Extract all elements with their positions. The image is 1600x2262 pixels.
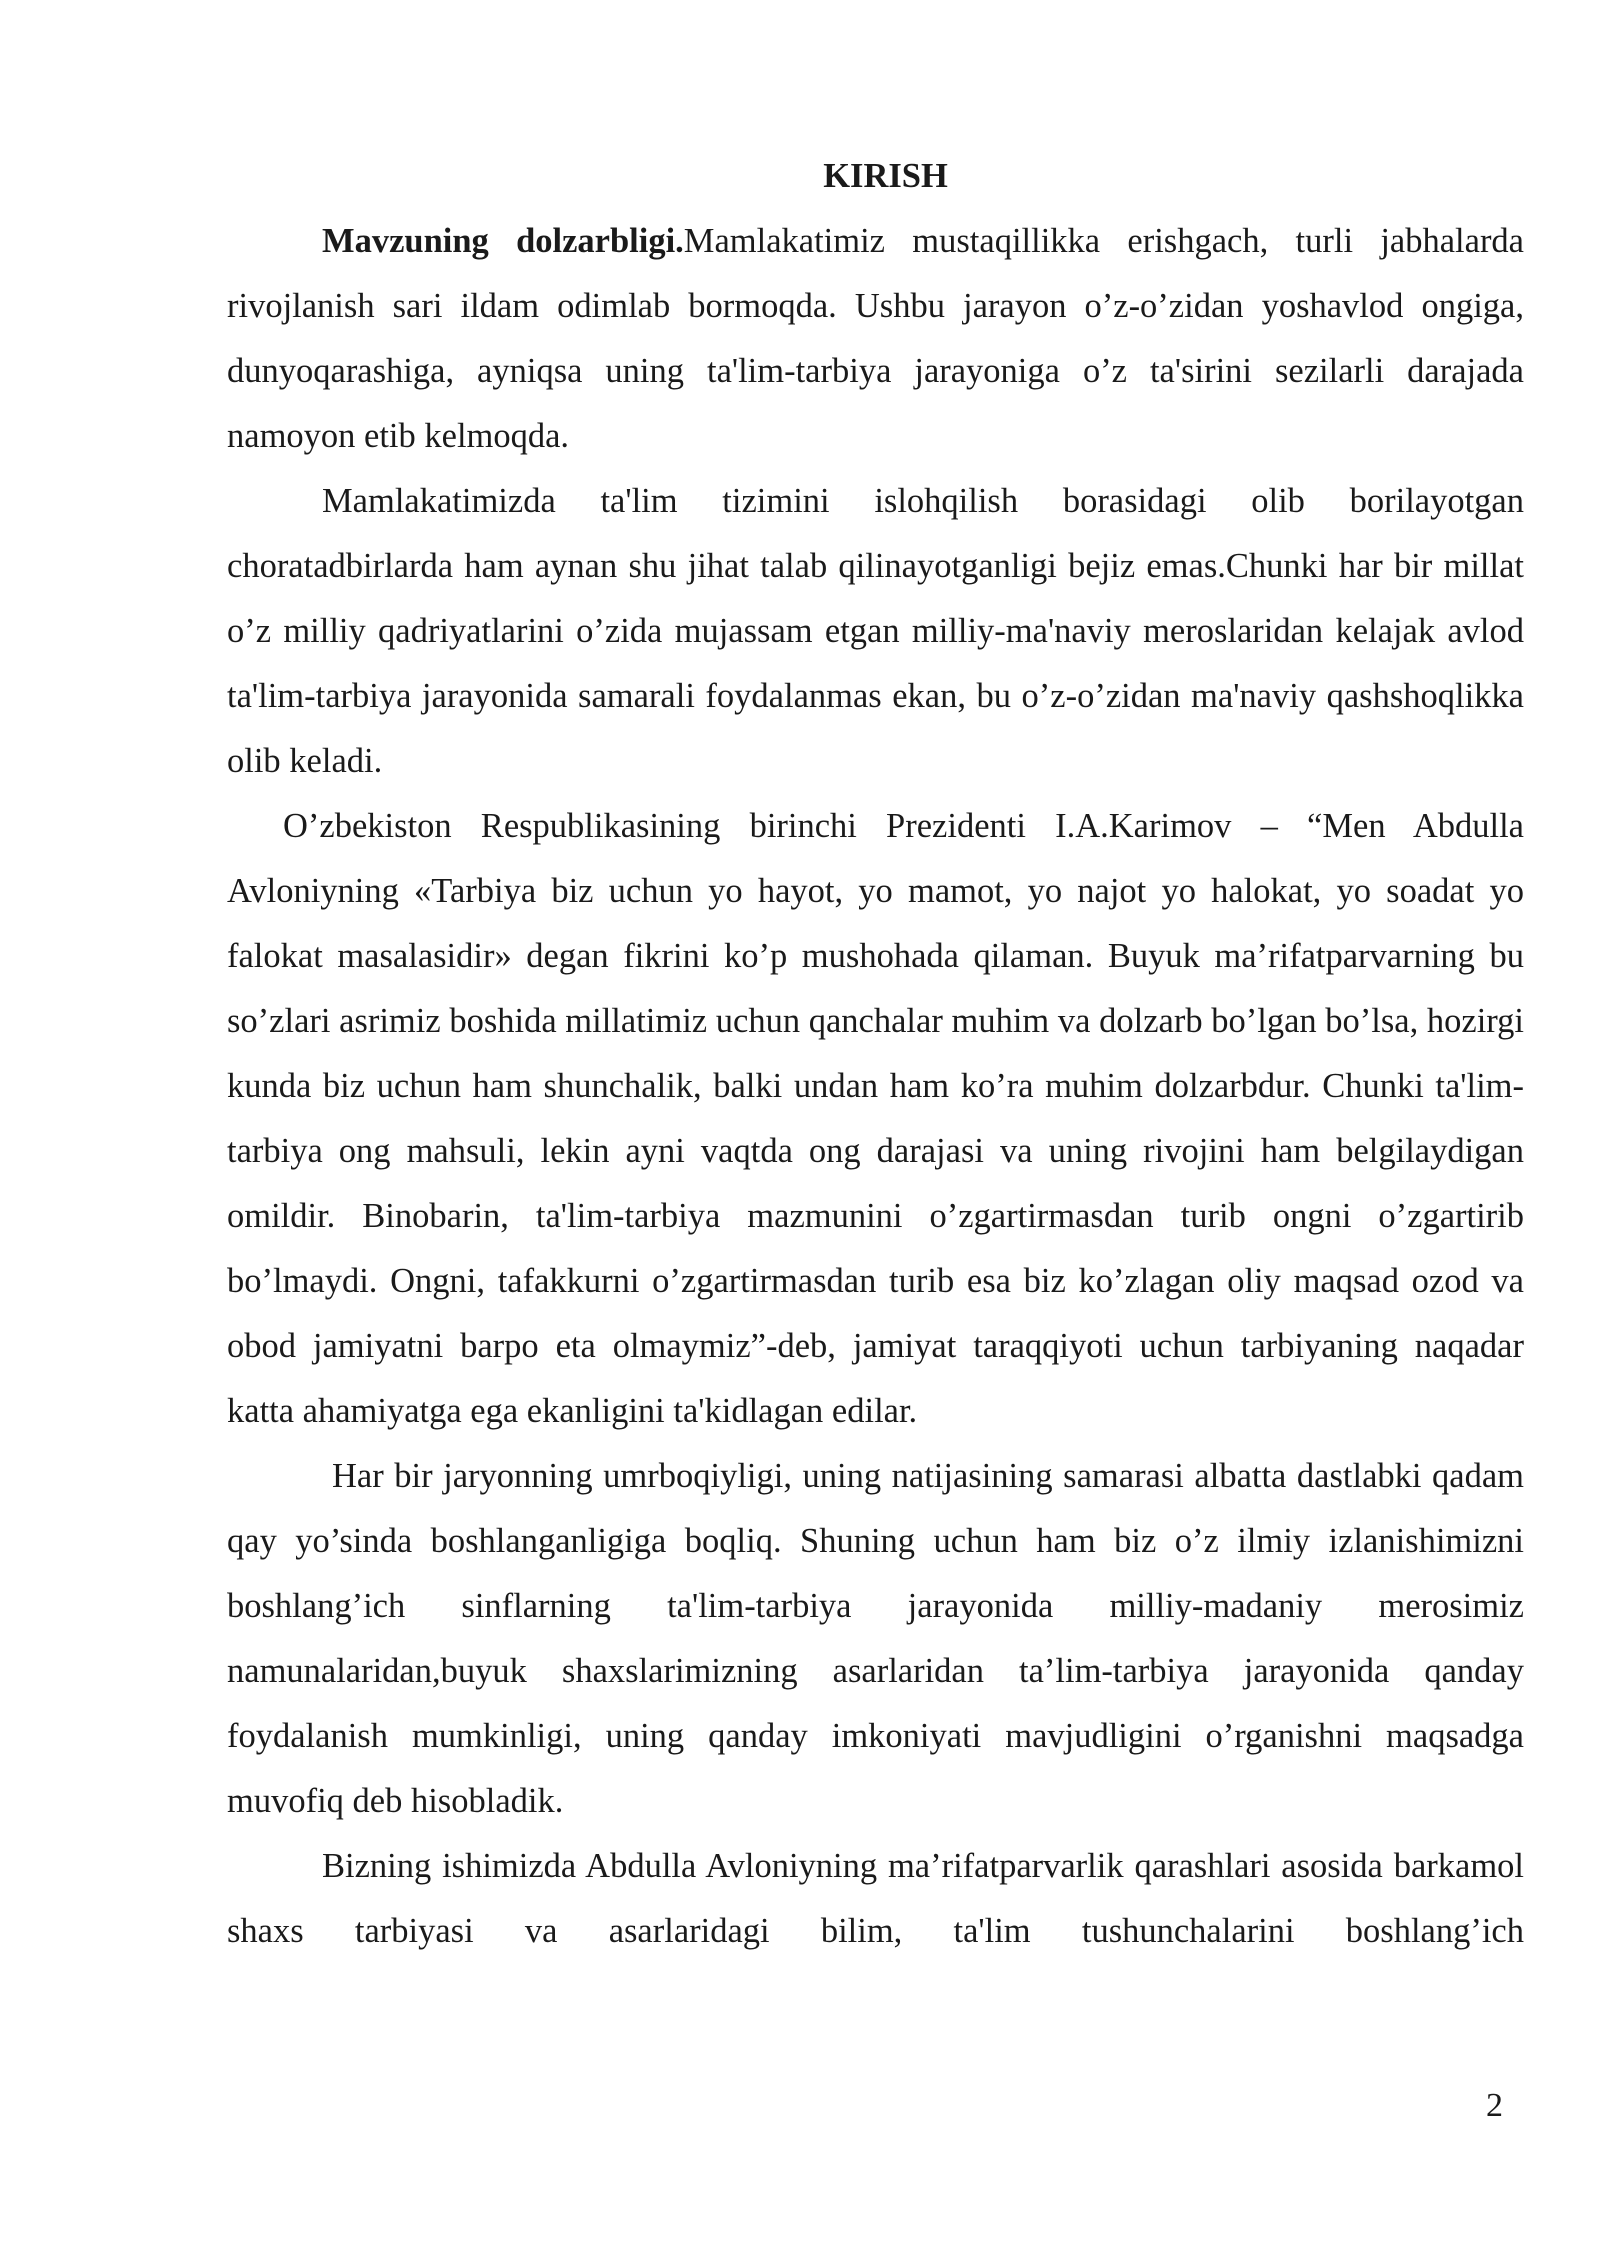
page-title: KIRISH: [823, 157, 948, 195]
paragraph-karimov-quote: O’zbekiston Respublikasining birinchi Prezidenti I.A.Karimov – “Men Abdulla Avloniyning «Tarbiya biz uchun yo hayot, yo mamot, yo najot yo halokat, yo soadat yo falokat masalasidir» degan fikrini ko’p mushohada qilaman. Buyuk ma’rifatparvarning bu so’zlari asrimiz boshida millatimiz uchun qanchalar muhim va dolzarb bo’lgan bo’lsa, hozirgi kunda biz uchun ham shunchalik, balki undan ham ko’ra muhim dolzarbdur. Chunki ta'lim-tarbiya ong mahsuli, lekin ayni vaqtda ong darajasi va uning rivojini ham belgilaydigan omildir. Binobarin, ta'lim-tarbiya mazmunini o’zgartirmasdan turib ongni o’zgartirib bo’lmaydi. Ongni, tafakkurni o’zgartirmasdan turib esa biz ko’zlagan oliy maqsad ozod va obod jamiyatni barpo eta olmaymiz”-deb, jamiyat taraqqiyoti uchun tarbiyaning naqadar katta ahamiyatga ega ekanligini ta'kidlagan edilar.: [227, 807, 1524, 1430]
page-number: 2: [1486, 2087, 1503, 2124]
paragraph-work-scope: Bizning ishimizda Abdulla Avloniyning ma’rifatparvarlik qarashlari asosida barkamol shaxs tarbiyasi va asarlaridagi bilim, ta'lim tushunchalarini boshlang’ich: [227, 1847, 1524, 1950]
paragraph-education-reform: Mamlakatimizda ta'lim tizimini islohqilish borasidagi olib borilayotgan choratadbirlarda ham aynan shu jihat talab qilinayotganligi bejiz emas.Chunki har bir millat o’z milliy qadriyatlarini o’zida mujassam etgan milliy-ma'naviy meroslaridan kelajak avlod ta'lim-tarbiya jarayonida samarali foydalanmas ekan, bu o’z-o’zidan ma'naviy qashshoqlikka olib keladi.: [227, 482, 1524, 780]
paragraph-research-goal: Har bir jaryonning umrboqiyligi, uning natijasining samarasi albatta dastlabki qadam qay yo’sinda boshlanganligiga boqliq. Shuning uchun ham biz o’z ilmiy izlanishimizni boshlang’ich sinflarning ta'lim-tarbiya jarayonida milliy-madaniy merosimiz namunalaridan,buyuk shaxslarimizning asarlaridan ta’lim-tarbiya jarayonida qanday foydalanish mumkinligi, uning qanday imkoniyati mavjudligini o’rganishni maqsadga muvofiq deb hisobladik.: [227, 1457, 1524, 1820]
paragraph-lead: Mavzuning dolzarbligi.: [322, 222, 684, 260]
page-content: [227, 144, 1524, 1964]
paragraph-relevance: [227, 209, 1524, 469]
paragraph-text: Mamlakatimiz mustaqillikka erishgach, turli jabhalarda rivojlanish sari ildam odimlab bormoqda. Ushbu jarayon o’z-o’zidan yoshavlod ongiga, dunyoqarashiga, ayniqsa uning ta'lim-tarbiya jarayoniga o’z ta'sirini sezilarli darajada namoyon etib kelmoqda.: [227, 222, 1524, 455]
